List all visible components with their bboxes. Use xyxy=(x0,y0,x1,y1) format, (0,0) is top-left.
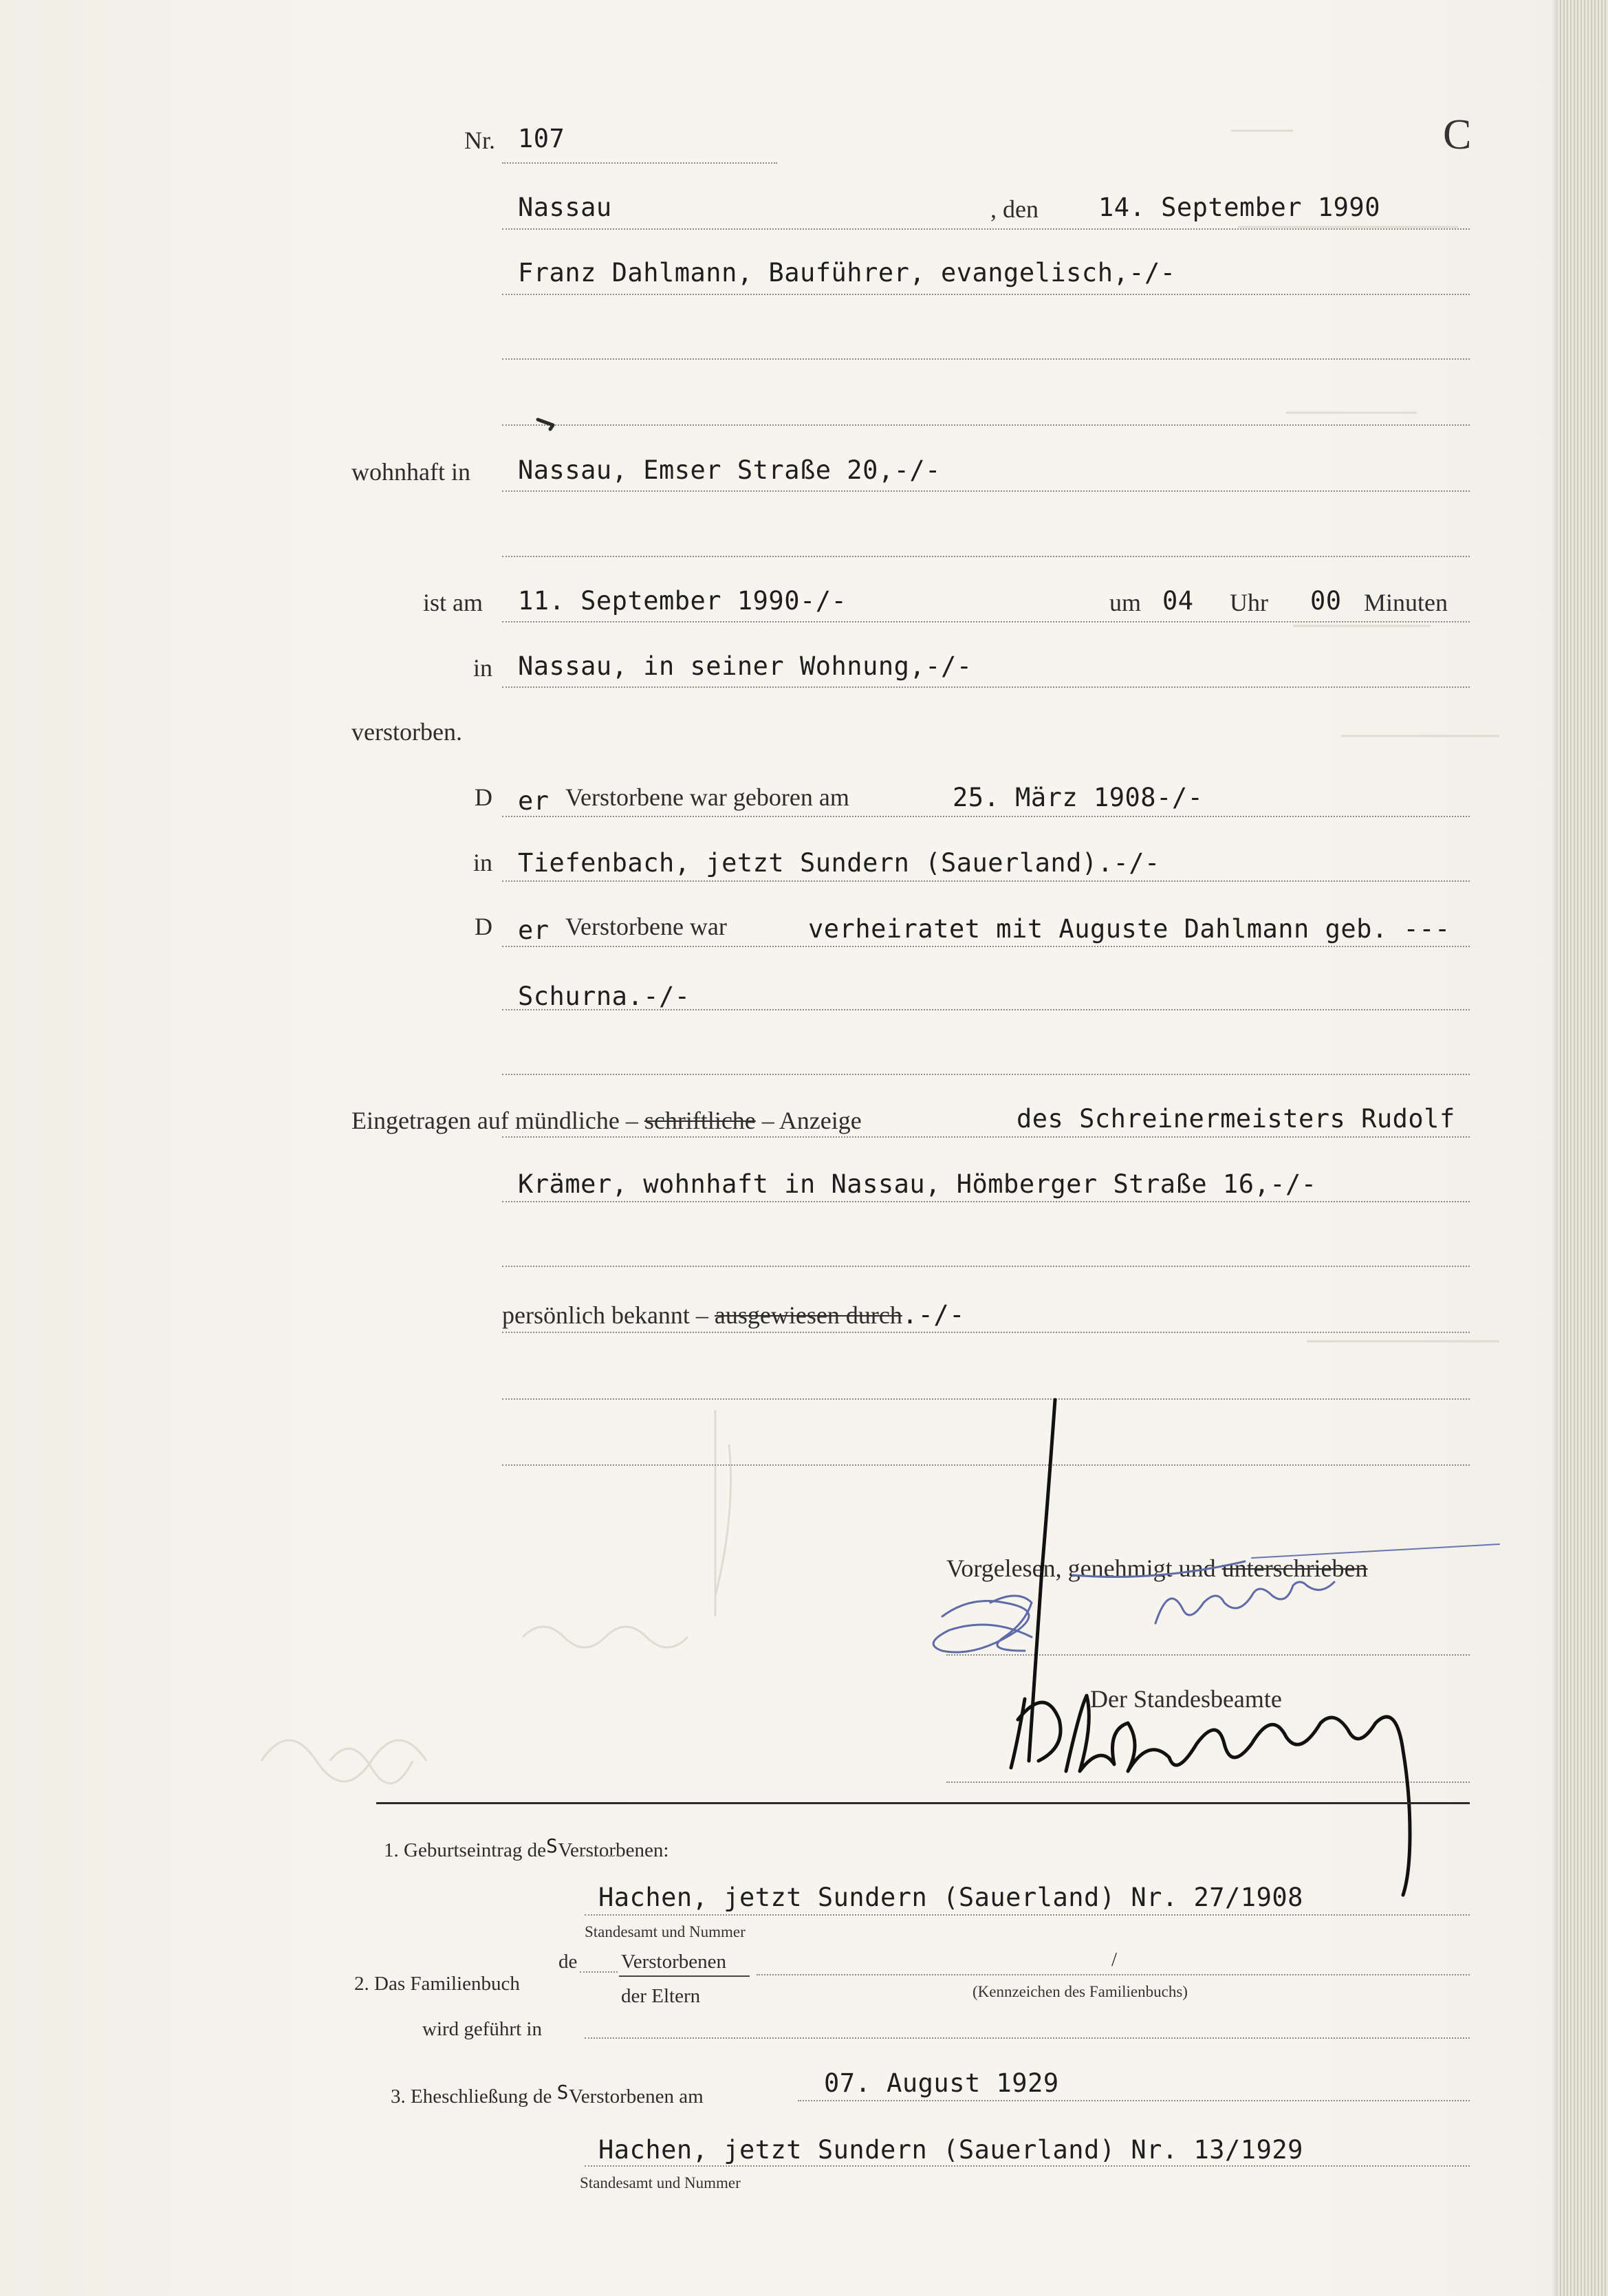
marriage-d-prefix: D xyxy=(475,913,492,940)
footer-item-2-de: de xyxy=(558,1951,578,1973)
footer-item-3-label-mid: Verstorbenen am xyxy=(568,2086,704,2108)
footer-item-3-label xyxy=(391,2083,704,2107)
identity-end: .-/- xyxy=(902,1300,965,1330)
death-minutes-value: 00 xyxy=(1310,586,1342,616)
birth-place-value: Tiefenbach, jetzt Sundern (Sauerland).-/- xyxy=(518,848,1160,878)
footer-item-3-caption: Standesamt und Nummer xyxy=(580,2174,741,2191)
birth-d-prefix: D xyxy=(475,783,492,811)
footer-item-3-handwritten-s: S xyxy=(556,2081,569,2103)
marriage-value-line-1: verheiratet mit Auguste Dahlmann geb. --- xyxy=(808,914,1451,944)
death-date-value: 11. September 1990-/- xyxy=(518,586,847,616)
footer-item-2-rule-b xyxy=(585,2037,1470,2039)
person-line-1: Franz Dahlmann, Bauführer, evangelisch,-/- xyxy=(518,258,1176,288)
footer-item-1-s-rule xyxy=(581,1855,622,1856)
footer-item-3-label-start: 3. Eheschließung de xyxy=(391,2086,552,2108)
footer-item-2-verstorbenen-underline xyxy=(619,1975,750,1977)
footer-separator xyxy=(376,1802,1470,1804)
informant-line-1: des Schreinermeisters Rudolf xyxy=(1017,1104,1455,1134)
footer-item-3-rule xyxy=(585,2165,1470,2167)
residence-label: wohnhaft in xyxy=(351,458,470,486)
footer-item-1-handwritten-s: S xyxy=(545,1834,558,1857)
den-label: , den xyxy=(990,195,1039,223)
footer-item-2-label-a: 2. Das Familienbuch xyxy=(354,1973,520,1995)
footer-item-3-date-rule xyxy=(798,2100,1470,2101)
footer-item-2-der-eltern: der Eltern xyxy=(621,1985,701,2007)
footer-item-3-date: 07. August 1929 xyxy=(824,2068,1059,2098)
footer-item-1-caption: Standesamt und Nummer xyxy=(585,1923,746,1940)
footer-item-2-rule xyxy=(757,1974,1470,1975)
footer-item-2-de-rule xyxy=(580,1971,618,1973)
closing-text-start: Vorgelesen, genehmigt und xyxy=(946,1555,1216,1582)
informant-signature-name xyxy=(1073,1561,1334,1623)
registration-struck-word: schriftliche xyxy=(644,1107,756,1134)
entry-number-label: Nr. xyxy=(464,127,495,154)
uhr-label: Uhr xyxy=(1230,589,1268,616)
marriage-value-line-2: Schurna.-/- xyxy=(518,982,691,1011)
marriage-label: Verstorbene war xyxy=(565,913,727,940)
minuten-label: Minuten xyxy=(1364,589,1448,616)
birth-label: Verstorbene war geboren am xyxy=(565,783,849,811)
identity-label-start: persönlich bekannt – xyxy=(502,1301,708,1329)
birth-place-label: in xyxy=(473,849,493,876)
marriage-er-suffix: er xyxy=(518,916,550,945)
informant-line-2: Krämer, wohnhaft in Nassau, Hömberger Straße 16,-/- xyxy=(518,1169,1317,1199)
footer-item-2-kennzeichen: (Kennzeichen des Familienbuchs) xyxy=(973,1983,1188,2000)
birth-er-suffix: er xyxy=(518,786,550,816)
footer-item-1-value: Hachen, jetzt Sundern (Sauerland) Nr. 27/1908 xyxy=(598,1883,1303,1912)
registration-label-start: Eingetragen auf mündliche – xyxy=(351,1107,638,1134)
footer-item-1-label xyxy=(384,1834,669,1861)
death-date-label: ist am xyxy=(423,589,483,616)
footer-item-1-rule xyxy=(585,1914,1470,1916)
death-hour-value: 04 xyxy=(1162,586,1194,616)
footer-item-1-label-end: Verstorbenen: xyxy=(558,1839,669,1861)
date-value: 14. September 1990 xyxy=(1098,193,1380,222)
corner-letter: C xyxy=(1443,111,1472,158)
entry-number-value: 107 xyxy=(518,124,565,153)
birth-date-value: 25. März 1908-/- xyxy=(953,783,1204,812)
stacked-page-edges xyxy=(1558,0,1608,2296)
death-place-label: in xyxy=(473,654,493,682)
footer-item-2-label-b: wird geführt in xyxy=(422,2018,542,2040)
footer-item-1-label-start: 1. Geburtseintrag de xyxy=(384,1839,546,1861)
verstorben-label: verstorben. xyxy=(351,718,462,746)
footer-item-2-slash: / xyxy=(1111,1949,1118,1971)
closing-struck-word: unterschrieben xyxy=(1221,1555,1368,1582)
official-label: Der Standesbeamte xyxy=(1090,1685,1282,1713)
residence-value: Nassau, Emser Straße 20,-/- xyxy=(518,455,941,485)
place-value: Nassau xyxy=(518,193,612,222)
identity-struck-words: ausgewiesen durch xyxy=(714,1301,902,1329)
registration-label-end: – Anzeige xyxy=(761,1107,862,1134)
death-place-value: Nassau, in seiner Wohnung,-/- xyxy=(518,651,973,681)
time-um-label: um xyxy=(1109,589,1142,616)
footer-item-2-verstorbenen: Verstorbenen xyxy=(621,1951,727,1973)
footer-item-3-value: Hachen, jetzt Sundern (Sauerland) Nr. 13/1929 xyxy=(598,2135,1303,2165)
tick-mark xyxy=(538,420,553,429)
